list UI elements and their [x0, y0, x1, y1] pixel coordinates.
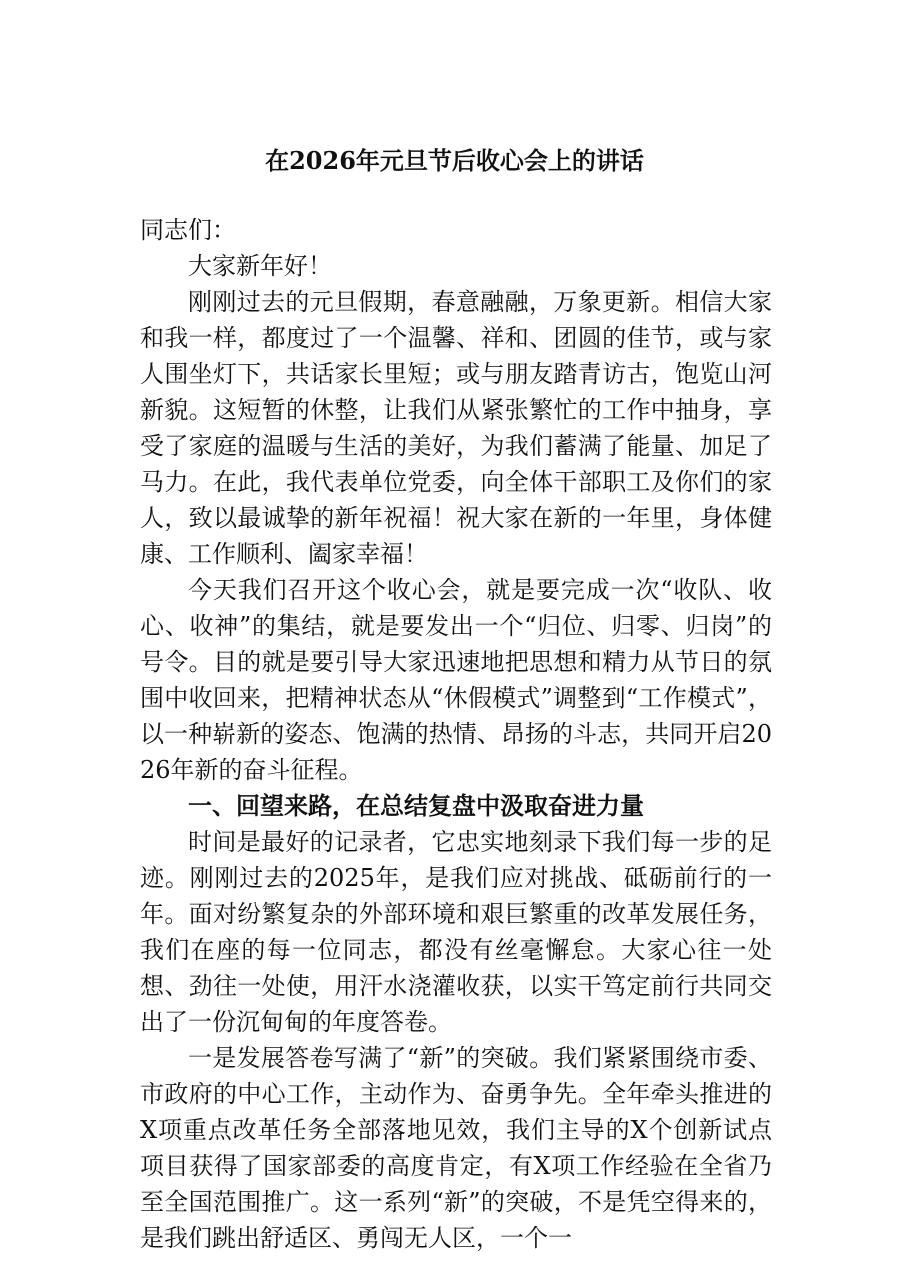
section-heading: 一、回望来路，在总结复盘中汲取奋进力量	[188, 792, 644, 820]
salutation: 同志们：	[140, 216, 236, 244]
paragraph-review: 时间是最好的记录者，它忠实地刻录下我们每一步的足迹。刚刚过去的2025年，是我们应对挑战、砥砺前行的一年。面对纷繁复杂的外部环境和艰巨繁重的改革发展任务，我们在座的每一位同志，都没有丝毫懈怠。大家心往一处想、劲往一处使，用汗水浇灌收获，以实干笃定前行共同交出了一份沉甸甸的年度答卷。	[140, 828, 772, 1036]
document-title: 在2026年元旦节后收心会上的讲话	[265, 146, 644, 175]
paragraph-holiday: 刚刚过去的元旦假期，春意融融，万象更新。相信大家和我一样，都度过了一个温馨、祥和、团圆的佳节，或与家人围坐灯下，共话家长里短；或与朋友踏青访古，饱览山河新貌。这短暂的休整，让我们从紧张繁忙的工作中抽身，享受了家庭的温暖与生活的美好，为我们蓄满了能量、加足了马力。在此，我代表单位党委，向全体干部职工及你们的家人，致以最诚挚的新年祝福！祝大家在新的一年里，身体健康、工作顺利、阖家幸福！	[140, 288, 772, 568]
paragraph-breakthrough: 一是发展答卷写满了“新”的突破。我们紧紧围绕市委、市政府的中心工作，主动作为、奋勇争先。全年牵头推进的X项重点改革任务全部落地见效，我们主导的X个创新试点项目获得了国家部委的高度肯定，有X项工作经验在全省乃至全国范围推广。这一系列“新”的突破，不是凭空得来的，是我们跳出舒适区、勇闯无人区，一个一	[140, 1044, 772, 1252]
document-body	[140, 212, 772, 1256]
paragraph-purpose: 今天我们召开这个收心会，就是要完成一次“收队、收心、收神”的集结，就是要发出一个“归位、归零、归岗”的号令。目的就是要引导大家迅速地把思想和精力从节日的氛围中收回来，把精神状态从“休假模式”调整到“工作模式”，以一种崭新的姿态、饱满的热情、昂扬的斗志，共同开启2026年新的奋斗征程。	[140, 576, 772, 784]
paragraph-greeting: 大家新年好！	[188, 252, 332, 280]
